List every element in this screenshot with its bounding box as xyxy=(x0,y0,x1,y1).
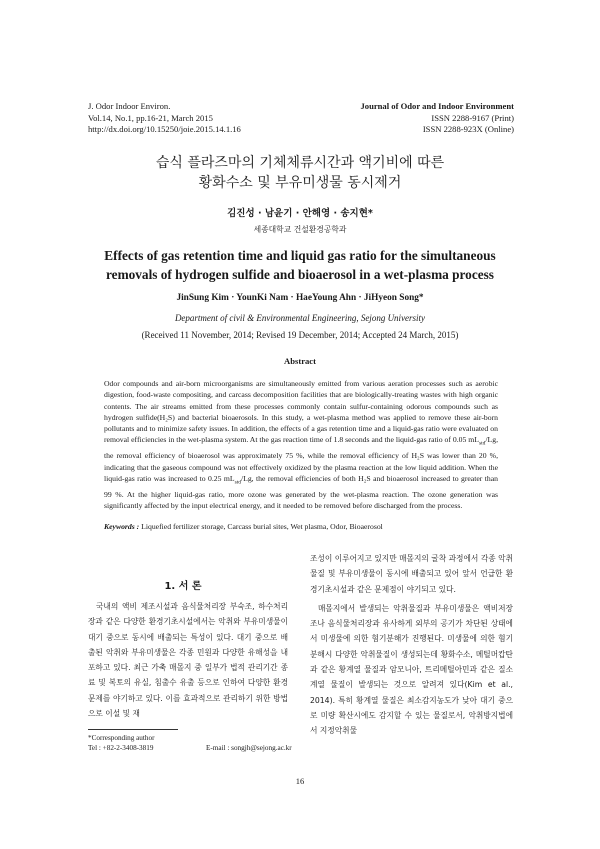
journal-name: Journal of Odor and Indoor Environment xyxy=(360,101,514,111)
keywords xyxy=(104,522,498,531)
doi-link[interactable]: http://dx.doi.org/10.15250/joie.2015.14.1.16 xyxy=(88,124,241,134)
english-title-line2: removals of hydrogen sulfide and bioaerosol in a wet-plasma process xyxy=(106,266,494,282)
journal-header-right xyxy=(360,101,514,136)
english-authors: JinSung Kim · YounKi Nam · HaeYoung Ahn · JiHyeon Song* xyxy=(176,293,424,303)
abstract-h2s: H₂S xyxy=(159,412,173,422)
abstract-text-2: ) and bacterial bioaerosols. In this study, a wet-plasma method was applied to remove these air-born pollutants and to minimize safety issues. In addition, the effects of a gas retention time and a liquid-gas ratio were evaluated on removal efficiencies in the wet-plasma system. At the gas reaction time of 1.8 seconds and the liquid-gas ratio of 0.05 mL xyxy=(104,412,498,445)
english-title xyxy=(90,247,510,284)
journal-abbrev: J. Odor Indoor Environ. xyxy=(88,101,171,111)
korean-title-line2: 황화수소 및 부유미생물 동시제거 xyxy=(198,175,402,191)
korean-authors: 김진성 · 남윤기 · 안해영 · 송지현* xyxy=(227,208,373,219)
abstract-text-3: , the removal efficiency of bioaerosol was approximately 75 %, while the removal efficiency of H₂S was lower than 20 %, indicating that the gaseous compound was not effectively oxidized by the plasma reaction at the low liquid addition. When the liquid-gas ratio was increased to 0.25 mL xyxy=(104,435,498,483)
page-number: 16 xyxy=(295,776,305,786)
intro-paragraph-2: 매몰지에서 발생되는 악취물질과 부유미생물은 액비저장조나 음식물처리장과 유사하게 외부의 공기가 차단된 상태에서 미생물에 의한 혐기분해가 진행된다. 미생물에 의한 혐기 분해시 다양한 악취물질이 생성되는데 황화수소, 메틸머캅탄과 같은 황계열 물질과 암모니아, 트리메틸아민과 같은 질소계열 물질이 발생되는 것으로 알려져 있다(Kim et al., 2014). 특히 황계열 물질은 최소감지농도가 낮아 대기 중으로 미량 확산시에도 감지할 수 있는 물질로서, 악취방지법에서 지정악취물 xyxy=(310,603,513,736)
keywords-label: Keywords : xyxy=(104,522,140,531)
phone: Tel : +82-2-3408-3819 xyxy=(88,744,154,752)
section-heading-introduction: 1. 서 론 xyxy=(164,581,202,592)
abstract-text-4: , the removal efficiencies of both H₂S and bioaerosol increased to greater than 99 %. At the higher liquid-gas ratio, more ozone was generated by the wet-plasma reaction. The ozone generation was significantly affected by the input electrical energy, and it needed to be removed before discharged from the process. xyxy=(104,473,499,511)
intro-paragraph-1-cont: 조성이 이루어지고 있지만 매몰지의 굴착 과정에서 각종 악취물질 및 부유미생물이 동시에 배출되고 있어 앞서 언급한 환경기초시설과 같은 문제점이 야기되고 있다. xyxy=(310,554,513,594)
body-column-left xyxy=(88,599,288,721)
unit-sub: std xyxy=(478,441,486,448)
unit-denominator: /Lg xyxy=(485,435,497,445)
unit-sub-2: std xyxy=(234,479,241,486)
corresponding-author-label: *Corresponding author xyxy=(88,734,155,742)
body-column-right xyxy=(310,551,513,739)
keywords-list: Liquefied fertilizer storage, Carcass burial sites, Wet plasma, Odor, Bioaerosol xyxy=(141,522,383,531)
contact-line xyxy=(88,743,348,753)
footnote-rule xyxy=(88,729,178,730)
english-affiliation: Department of civil & Environmental Engineering, Sejong University xyxy=(174,313,426,323)
email[interactable]: E-mail : songjh@sejong.ac.kr xyxy=(206,744,292,752)
issn-online: ISSN 2288-923X (Online) xyxy=(422,124,514,134)
issn-print: ISSN 2288-9167 (Print) xyxy=(431,112,514,123)
english-title-line1: Effects of gas retention time and liquid gas ratio for the simultaneous xyxy=(104,248,496,263)
korean-title-line1: 습식 플라즈마의 기체체류시간과 액기비에 따른 xyxy=(155,155,445,171)
abstract-heading: Abstract xyxy=(284,356,316,366)
intro-paragraph-1: 국내의 액비 제조시설과 음식물처리장 부숙조, 하수처리장과 같은 다양한 환경기초시설에서는 악취와 부유미생물이 대기 중으로 동시에 배출되는 특성이 있다. 대기 중으로 배출된 악취와 부유미생물은 각종 민원과 다양한 유해성을 내포하고 있다. 최근 가축 매몰지 중 일부가 법적 관리기간 종료 및 복토의 유실, 침출수 유출 등으로 인하여 다양한 환경문제를 야기하고 있다. 이를 효과적으로 관리하기 위한 방법으로 이설 및 재 xyxy=(88,602,288,719)
received-dates: (Received 11 November, 2014; Revised 19 December, 2014; Accepted 24 March, 2015) xyxy=(141,330,459,340)
footnote xyxy=(88,733,348,753)
unit-denominator-2: /Lg xyxy=(240,473,252,483)
korean-affiliation: 세종대학교 건설환경공학과 xyxy=(253,225,347,234)
volume-info: Vol.14, No.1, pp.16-21, March 2015 xyxy=(88,112,213,123)
korean-title xyxy=(0,153,600,193)
journal-header-left xyxy=(88,101,241,136)
abstract-text-1: Odor compounds and air-born microorganisms are simultaneously emitted from various aeration processes such as aerobic digestion, food-waste compositing, and carcass decomposition facilities that are biologically-treating wastes with high organic contents. The air streams emitted from these processes commonly contain sulfur-containing odorous compounds such as hydrogen sulfide( xyxy=(104,379,498,422)
abstract-body xyxy=(104,378,498,511)
